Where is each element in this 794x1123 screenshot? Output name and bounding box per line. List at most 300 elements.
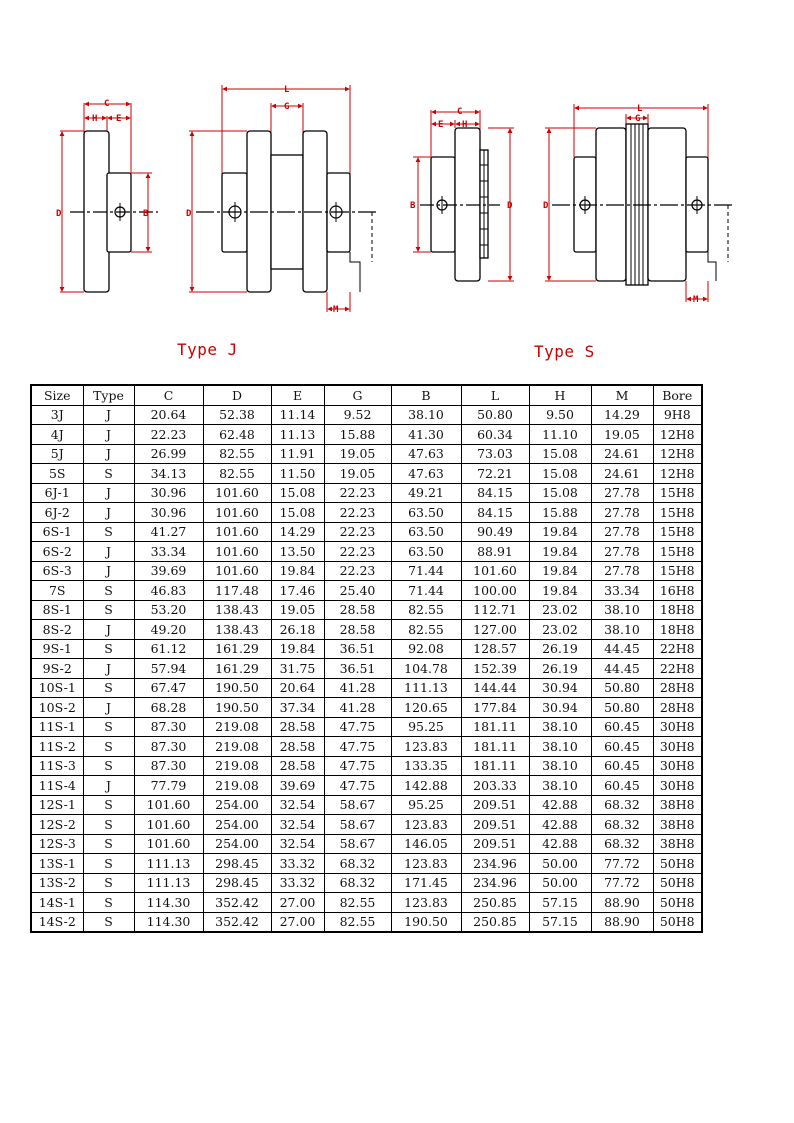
table-cell: 26.19 (529, 659, 591, 679)
table-row (31, 873, 702, 893)
table-cell: 50.00 (529, 854, 591, 874)
table-cell: 23.02 (529, 620, 591, 640)
table-cell: 67.47 (134, 678, 203, 698)
table-cell: 5J (31, 444, 83, 464)
table-row (31, 854, 702, 874)
dim-label-h: H (92, 114, 98, 124)
table-cell: J (83, 425, 134, 445)
table-cell: 60.45 (591, 737, 653, 757)
table-cell: 146.05 (391, 834, 461, 854)
table-cell: 15H8 (653, 522, 702, 542)
table-row (31, 483, 702, 503)
table-cell: 6S-3 (31, 561, 83, 581)
table-cell: 12S-2 (31, 815, 83, 835)
column-header-bore: Bore (653, 385, 702, 405)
table-cell: 39.69 (271, 776, 324, 796)
table-cell: 28H8 (653, 678, 702, 698)
type-j-single-hub-drawing (56, 99, 158, 292)
type-j-assembly-drawing (186, 85, 378, 315)
table-cell: 250.85 (461, 912, 529, 932)
column-header-g: G (324, 385, 391, 405)
table-cell: 30.94 (529, 678, 591, 698)
table-cell: 144.44 (461, 678, 529, 698)
table-cell: 27.78 (591, 522, 653, 542)
table-cell: 28.58 (271, 756, 324, 776)
column-header-d: D (203, 385, 271, 405)
table-cell: 12H8 (653, 464, 702, 484)
table-cell: 36.51 (324, 639, 391, 659)
table-cell: 22.23 (324, 542, 391, 562)
table-cell: 100.00 (461, 581, 529, 601)
table-cell: J (83, 620, 134, 640)
table-cell: 15.88 (529, 503, 591, 523)
table-cell: 63.50 (391, 522, 461, 542)
table-row (31, 659, 702, 679)
table-cell: 8S-2 (31, 620, 83, 640)
table-cell: 15H8 (653, 483, 702, 503)
table-cell: 20.64 (271, 678, 324, 698)
table-cell: 190.50 (203, 678, 271, 698)
table-row (31, 717, 702, 737)
table-cell: 82.55 (391, 620, 461, 640)
column-header-size: Size (31, 385, 83, 405)
table-cell: 47.75 (324, 756, 391, 776)
table-cell: S (83, 464, 134, 484)
table-cell: S (83, 912, 134, 932)
table-cell: 15.08 (271, 483, 324, 503)
table-cell: 250.85 (461, 893, 529, 913)
table-cell: 30H8 (653, 737, 702, 757)
table-cell: S (83, 834, 134, 854)
table-cell: J (83, 405, 134, 425)
table-row (31, 444, 702, 464)
table-cell: 33.34 (134, 542, 203, 562)
table-cell: S (83, 717, 134, 737)
table-cell: 219.08 (203, 717, 271, 737)
table-cell: S (83, 893, 134, 913)
table-cell: 6J-1 (31, 483, 83, 503)
table-cell: 88.91 (461, 542, 529, 562)
table-cell: 41.28 (324, 698, 391, 718)
table-cell: 50H8 (653, 893, 702, 913)
table-cell: 28.58 (271, 717, 324, 737)
dim-label-g: G (284, 102, 290, 112)
table-cell: 39.69 (134, 561, 203, 581)
table-cell: 254.00 (203, 834, 271, 854)
table-cell: 38.10 (529, 717, 591, 737)
coupling-drawings (0, 0, 794, 380)
table-cell: 68.32 (324, 873, 391, 893)
table-cell: 50.00 (529, 873, 591, 893)
table-cell: 209.51 (461, 834, 529, 854)
dim-label-g: G (635, 114, 641, 124)
dim-label-b: B (410, 201, 416, 211)
table-cell: 30H8 (653, 776, 702, 796)
table-cell: 72.21 (461, 464, 529, 484)
table-cell: 90.49 (461, 522, 529, 542)
dim-label-b: B (143, 209, 149, 219)
table-cell: J (83, 483, 134, 503)
table-row (31, 561, 702, 581)
dim-label-m: M (693, 295, 699, 305)
table-cell: 181.11 (461, 756, 529, 776)
table-row (31, 542, 702, 562)
table-cell: 15H8 (653, 503, 702, 523)
table-cell: 27.78 (591, 503, 653, 523)
type-s-assembly-drawing (543, 104, 734, 305)
table-cell: 32.54 (271, 815, 324, 835)
table-cell: 19.84 (529, 542, 591, 562)
table-cell: 101.60 (203, 561, 271, 581)
table-cell: 12H8 (653, 425, 702, 445)
table-cell: 15H8 (653, 561, 702, 581)
table-cell: 123.83 (391, 854, 461, 874)
table-cell: 181.11 (461, 717, 529, 737)
table-cell: 36.51 (324, 659, 391, 679)
table-cell: J (83, 698, 134, 718)
table-cell: 32.54 (271, 795, 324, 815)
table-cell: 15.08 (529, 483, 591, 503)
table-cell: 181.11 (461, 737, 529, 757)
table-cell: 32.54 (271, 834, 324, 854)
table-cell: 42.88 (529, 795, 591, 815)
table-cell: 219.08 (203, 737, 271, 757)
table-cell: 111.13 (391, 678, 461, 698)
table-cell: 101.60 (134, 815, 203, 835)
table-cell: 219.08 (203, 776, 271, 796)
table-row (31, 776, 702, 796)
table-cell: 28.58 (271, 737, 324, 757)
table-cell: 11S-4 (31, 776, 83, 796)
table-cell: 138.43 (203, 620, 271, 640)
table-cell: 38.10 (529, 756, 591, 776)
table-cell: 13.50 (271, 542, 324, 562)
table-cell: 27.78 (591, 542, 653, 562)
table-cell: 352.42 (203, 893, 271, 913)
table-cell: 82.55 (324, 893, 391, 913)
table-row (31, 893, 702, 913)
table-cell: 30H8 (653, 717, 702, 737)
table-cell: 11S-2 (31, 737, 83, 757)
table-cell: 18H8 (653, 620, 702, 640)
table-cell: 123.83 (391, 815, 461, 835)
column-header-b: B (391, 385, 461, 405)
table-row (31, 581, 702, 601)
table-cell: 254.00 (203, 795, 271, 815)
table-cell: 352.42 (203, 912, 271, 932)
table-cell: 11.91 (271, 444, 324, 464)
table-cell: 68.32 (591, 795, 653, 815)
table-cell: 60.45 (591, 776, 653, 796)
table-cell: 6S-2 (31, 542, 83, 562)
table-cell: 38H8 (653, 795, 702, 815)
table-cell: 87.30 (134, 756, 203, 776)
table-cell: 254.00 (203, 815, 271, 835)
table-row (31, 600, 702, 620)
table-cell: 88.90 (591, 912, 653, 932)
table-cell: 22.23 (324, 503, 391, 523)
table-cell: S (83, 854, 134, 874)
table-cell: 161.29 (203, 639, 271, 659)
type-s-caption: Type S (534, 342, 595, 361)
table-row (31, 464, 702, 484)
table-cell: 22.23 (324, 483, 391, 503)
table-cell: 12H8 (653, 444, 702, 464)
dim-label-c: C (457, 107, 463, 117)
table-cell: 82.55 (324, 912, 391, 932)
table-cell: 133.35 (391, 756, 461, 776)
table-cell: 49.21 (391, 483, 461, 503)
dim-label-c: C (104, 99, 110, 109)
table-header-row (31, 385, 702, 405)
table-cell: 298.45 (203, 854, 271, 874)
table-cell: 18H8 (653, 600, 702, 620)
table-cell: 104.78 (391, 659, 461, 679)
table-cell: S (83, 600, 134, 620)
table-cell: 24.61 (591, 444, 653, 464)
table-cell: 33.32 (271, 854, 324, 874)
table-cell: 114.30 (134, 912, 203, 932)
table-cell: 58.67 (324, 815, 391, 835)
table-cell: 30.94 (529, 698, 591, 718)
table-cell: 11.10 (529, 425, 591, 445)
table-cell: 9.50 (529, 405, 591, 425)
table-row (31, 522, 702, 542)
table-cell: 14.29 (591, 405, 653, 425)
table-cell: 87.30 (134, 737, 203, 757)
table-row (31, 620, 702, 640)
table-cell: 171.45 (391, 873, 461, 893)
table-row (31, 737, 702, 757)
table-cell: 22.23 (134, 425, 203, 445)
table-cell: 41.27 (134, 522, 203, 542)
table-cell: 177.84 (461, 698, 529, 718)
table-cell: 27.78 (591, 561, 653, 581)
table-cell: 22.23 (324, 561, 391, 581)
table-cell: 82.55 (203, 464, 271, 484)
table-cell: 112.71 (461, 600, 529, 620)
table-cell: 33.32 (271, 873, 324, 893)
table-cell: 111.13 (134, 854, 203, 874)
table-cell: 34.13 (134, 464, 203, 484)
table-cell: 63.50 (391, 503, 461, 523)
table-cell: 25.40 (324, 581, 391, 601)
type-j-caption: Type J (177, 340, 238, 359)
column-header-c: C (134, 385, 203, 405)
table-cell: 190.50 (203, 698, 271, 718)
table-cell: 123.83 (391, 737, 461, 757)
table-cell: 61.12 (134, 639, 203, 659)
table-cell: 52.38 (203, 405, 271, 425)
table-cell: 101.60 (203, 503, 271, 523)
table-cell: 24.61 (591, 464, 653, 484)
table-cell: 203.33 (461, 776, 529, 796)
table-cell: 50.80 (461, 405, 529, 425)
table-cell: 6S-1 (31, 522, 83, 542)
table-cell: 50.80 (591, 678, 653, 698)
table-cell: 82.55 (391, 600, 461, 620)
table-cell: 16H8 (653, 581, 702, 601)
table-cell: 19.05 (271, 600, 324, 620)
table-cell: 15.08 (529, 464, 591, 484)
dim-label-l: L (637, 104, 643, 114)
table-cell: 60.45 (591, 717, 653, 737)
table-cell: 142.88 (391, 776, 461, 796)
table-cell: 12S-1 (31, 795, 83, 815)
table-cell: 31.75 (271, 659, 324, 679)
dim-label-d: D (186, 209, 192, 219)
table-cell: J (83, 542, 134, 562)
table-cell: 3J (31, 405, 83, 425)
table-cell: S (83, 639, 134, 659)
table-cell: 38.10 (591, 600, 653, 620)
table-cell: 30.96 (134, 503, 203, 523)
table-cell: 44.45 (591, 659, 653, 679)
table-cell: 15H8 (653, 542, 702, 562)
table-cell: S (83, 795, 134, 815)
table-cell: 95.25 (391, 717, 461, 737)
table-cell: 38.10 (529, 737, 591, 757)
table-cell: 47.75 (324, 776, 391, 796)
table-cell: 47.63 (391, 464, 461, 484)
table-cell: 22H8 (653, 639, 702, 659)
table-cell: 28H8 (653, 698, 702, 718)
table-cell: 15.08 (529, 444, 591, 464)
table-cell: 190.50 (391, 912, 461, 932)
table-cell: 13S-1 (31, 854, 83, 874)
table-cell: 19.05 (324, 464, 391, 484)
table-cell: 19.84 (529, 581, 591, 601)
table-cell: S (83, 873, 134, 893)
dim-label-e: E (116, 114, 122, 124)
table-cell: 68.32 (591, 815, 653, 835)
table-cell: 46.83 (134, 581, 203, 601)
table-row (31, 425, 702, 445)
table-cell: 19.05 (324, 444, 391, 464)
table-cell: 123.83 (391, 893, 461, 913)
table-cell: 15.88 (324, 425, 391, 445)
table-cell: 30H8 (653, 756, 702, 776)
table-cell: 68.32 (324, 854, 391, 874)
column-header-e: E (271, 385, 324, 405)
table-cell: 9S-2 (31, 659, 83, 679)
column-header-l: L (461, 385, 529, 405)
table-cell: 37.34 (271, 698, 324, 718)
table-cell: 298.45 (203, 873, 271, 893)
table-cell: 138.43 (203, 600, 271, 620)
table-cell: 128.57 (461, 639, 529, 659)
table-cell: 47.63 (391, 444, 461, 464)
table-cell: 23.02 (529, 600, 591, 620)
dim-label-d: D (543, 201, 549, 211)
table-cell: J (83, 561, 134, 581)
table-cell: 71.44 (391, 581, 461, 601)
table-cell: 38.10 (591, 620, 653, 640)
table-cell: 77.79 (134, 776, 203, 796)
column-header-h: H (529, 385, 591, 405)
table-cell: 14.29 (271, 522, 324, 542)
table-cell: 17.46 (271, 581, 324, 601)
table-cell: 47.75 (324, 717, 391, 737)
table-cell: 152.39 (461, 659, 529, 679)
table-cell: 127.00 (461, 620, 529, 640)
table-cell: 57.15 (529, 912, 591, 932)
table-cell: 10S-1 (31, 678, 83, 698)
table-cell: 38H8 (653, 815, 702, 835)
dim-label-m: M (333, 305, 339, 315)
table-cell: J (83, 503, 134, 523)
column-header-type: Type (83, 385, 134, 405)
table-cell: 50H8 (653, 854, 702, 874)
table-cell: 38.10 (391, 405, 461, 425)
table-cell: S (83, 581, 134, 601)
table-cell: 27.00 (271, 893, 324, 913)
table-cell: 57.94 (134, 659, 203, 679)
table-cell: 114.30 (134, 893, 203, 913)
table-cell: 38H8 (653, 834, 702, 854)
table-cell: 11S-3 (31, 756, 83, 776)
table-cell: 44.45 (591, 639, 653, 659)
table-cell: 60.45 (591, 756, 653, 776)
type-s-single-hub-drawing (410, 107, 514, 281)
table-cell: 19.84 (271, 561, 324, 581)
table-cell: 58.67 (324, 795, 391, 815)
dim-label-h: H (462, 120, 468, 130)
table-cell: 101.60 (461, 561, 529, 581)
table-cell: 92.08 (391, 639, 461, 659)
table-row (31, 815, 702, 835)
table-cell: S (83, 815, 134, 835)
table-cell: 7S (31, 581, 83, 601)
table-cell: 9.52 (324, 405, 391, 425)
table-cell: 27.00 (271, 912, 324, 932)
table-cell: 68.32 (591, 834, 653, 854)
table-cell: 58.67 (324, 834, 391, 854)
table-cell: 47.75 (324, 737, 391, 757)
table-row (31, 503, 702, 523)
table-cell: 111.13 (134, 873, 203, 893)
table-cell: 101.60 (203, 483, 271, 503)
table-cell: S (83, 678, 134, 698)
table-cell: 95.25 (391, 795, 461, 815)
table-cell: 209.51 (461, 795, 529, 815)
table-cell: J (83, 659, 134, 679)
table-cell: 9S-1 (31, 639, 83, 659)
table-cell: 53.20 (134, 600, 203, 620)
table-cell: 12S-3 (31, 834, 83, 854)
table-cell: 234.96 (461, 854, 529, 874)
table-cell: 33.34 (591, 581, 653, 601)
table-cell: 11.50 (271, 464, 324, 484)
table-cell: 9H8 (653, 405, 702, 425)
table-cell: 41.28 (324, 678, 391, 698)
table-cell: S (83, 756, 134, 776)
table-row (31, 678, 702, 698)
table-cell: 6J-2 (31, 503, 83, 523)
table-row (31, 639, 702, 659)
table-cell: 84.15 (461, 503, 529, 523)
table-cell: 68.28 (134, 698, 203, 718)
table-cell: J (83, 444, 134, 464)
table-cell: 11S-1 (31, 717, 83, 737)
table-cell: 77.72 (591, 854, 653, 874)
table-cell: 77.72 (591, 873, 653, 893)
table-cell: J (83, 776, 134, 796)
table-cell: 11.13 (271, 425, 324, 445)
table-cell: 14S-2 (31, 912, 83, 932)
table-cell: 62.48 (203, 425, 271, 445)
table-cell: 57.15 (529, 893, 591, 913)
